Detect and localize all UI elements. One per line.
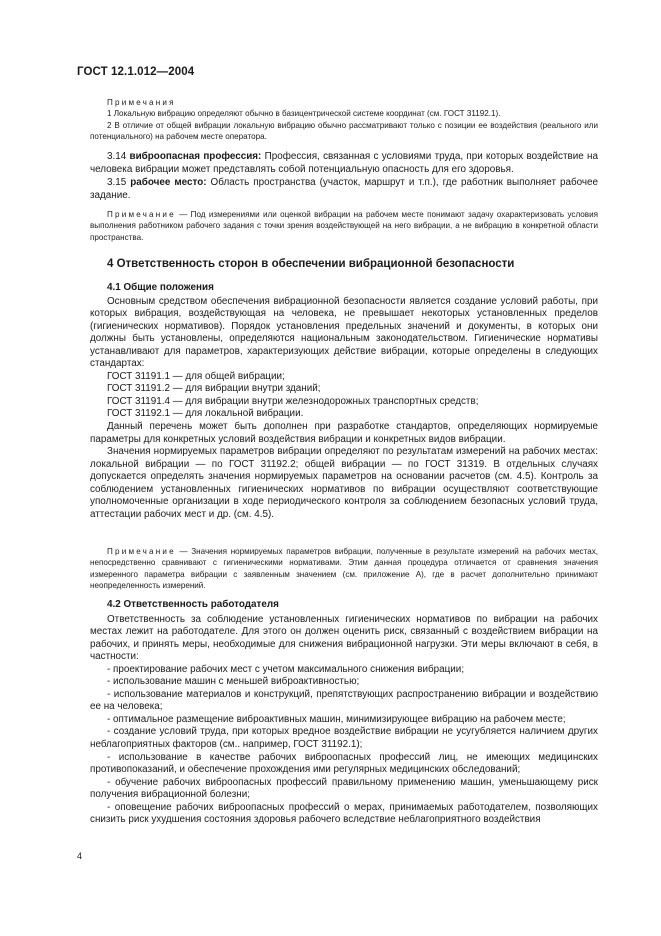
note-measurements	[90, 546, 598, 591]
list-item: - использование материалов и конструкций, препятствующих распространению вибрации и воздействию ее на человека;	[90, 688, 598, 713]
definition-text: Профессия, связанная с условиями труда, при которых воздействие на человека вибрации может представлять собой потенциальную опасность для его здоровья.	[90, 151, 598, 175]
definition-term: виброопасная профессия:	[129, 151, 262, 162]
section-4-2	[90, 599, 598, 827]
definition-3-14	[90, 151, 598, 176]
definition-text: Область пространства (участок, маршрут и т.п.), где работник выполняет рабочее задание.	[90, 177, 599, 201]
definition-term: рабочее место:	[130, 177, 207, 188]
list-item: - использование в качестве рабочих виброопасных профессий лиц, не имеющих медицинских противопоказаний, и обеспечение прохождения ими регулярных медицинских обследований;	[90, 751, 598, 776]
note-label: Примечание	[107, 210, 176, 219]
list-item: - создание условий труда, при которых вредное воздействие вибрации не усугубляется наличием других неблагоприятных факторов (см.. например, ГОСТ 31192.1);	[90, 726, 598, 751]
list-item: ГОСТ 31191.4 — для вибрации внутри железнодорожных транспортных средств;	[107, 395, 479, 407]
subsection-4-1-title: 4.1 Общие положения	[107, 282, 214, 293]
section-4-title: 4 Ответственность сторон в обеспечении вибрационной безопасности	[107, 258, 515, 270]
notes-title: Примечания	[107, 98, 176, 107]
page-number: 4	[77, 851, 83, 861]
document-header: ГОСТ 12.1.012—2004	[77, 66, 195, 78]
section-4-1	[90, 282, 598, 521]
paragraph: Значения нормируемых параметров вибрации определяют по результатам измерений на рабочих местах: локальной вибрации — по ГОСТ 31192.2; общей вибрации — по ГОСТ 31319. В отдельных случаях допускается определять значения нормируемых параметров на основании расчетов (см. 4.5). Контроль за соблюдением установленных гигиенических нормативов по вибрации осуществляют соответствующие уполномоченные организации в ходе периодического контроля за соблюдением безопасных условий труда, аттестации рабочих мест и др. (см. 4.5).	[90, 446, 598, 520]
list-item: ГОСТ 31192.1 — для локальной вибрации.	[107, 408, 304, 420]
list-item: ГОСТ 31191.1 — для общей вибрации;	[107, 370, 285, 382]
notes-top	[90, 97, 598, 142]
definition-number: 3.14	[107, 151, 127, 162]
list-item: - обучение рабочих виброопасных профессий правильному применению машин, уменьшающему риск получения вибрационной болезни;	[90, 776, 598, 801]
list-item: ГОСТ 31191.2 — для вибрации внутри зданий;	[107, 383, 321, 395]
note-item-1: 1 Локальную вибрацию определяют обычно в базицентрической системе координат (см. ГОСТ 31192.1).	[107, 109, 501, 119]
note-workplace	[90, 209, 598, 243]
subsection-4-2-title: 4.2 Ответственность работодателя	[107, 599, 279, 610]
paragraph: Основным средством обеспечения вибрационной безопасности является создание условий работы, при которых вибрация, воздействующая на человека, не превышает некоторых установленных пределов (гигиенических нормативов). Порядок установления предельных значений и документы, в которых они должны быть установлены, определяются национальным законодательством. Гигиенические нормативы устанавливают для параметров, характеризующих действие вибрации, которые определены в следующих стандартах:	[90, 295, 598, 370]
list-item: - использование машин с меньшей виброактивностью;	[107, 676, 360, 688]
paragraph: Данный перечень может быть дополнен при разработке стандартов, определяющих нормируемые параметры для конкретных условий воздействия вибрации и конкретных видов вибрации.	[90, 421, 598, 445]
definition-3-15	[90, 177, 598, 202]
paragraph: Ответственность за соблюдение установленных гигиенических нормативов по вибрации на рабочих местах лежит на работодателе. Для этого он должен оценить риск, связанный с воздействием вибрации на рабочих, и принять меры, необходимые для снижения вибрационной нагрузки. Эти меры включают в себя, в частности:	[90, 613, 598, 663]
note-label: Примечание	[107, 547, 176, 556]
list-item: - оптимальное размещение виброактивных машин, минимизирующее вибрацию на рабочем месте;	[107, 713, 566, 725]
note-text: — Значения нормируемых параметров вибрации, полученные в результате измерений на рабочих местах, непосредственно сравнивают с гигиеническими нормативами. Этим данная процедура отличается от сравнения значения измеренного параметра вибрации с заявленным значением (см. приложение А), где в расчет дополнительно принимают неопределенность измерений.	[90, 547, 598, 590]
list-item: - проектирование рабочих мест с учетом максимального снижения вибрации;	[107, 663, 465, 675]
note-item-2: 2 В отличие от общей вибрации локальную вибрацию обычно рассматривают только с позиции ее воздействия (реального или потенциального) на рабочем месте оператора.	[90, 120, 598, 141]
list-item: - оповещение рабочих виброопасных профессий о мерах, принимаемых работодателем, позволяющих снизить риск ухудшения состояния здоровья рабочего вследствие неблагоприятного воздействия	[90, 801, 598, 826]
note-text: — Под измерениями или оценкой вибрации на рабочем месте понимают задачу охарактеризовать условия выполнения работником рабочего задания с точки зрения воздействующей на него вибрации, а не вибрацию в конкретной области пространства.	[90, 210, 598, 242]
definition-number: 3.15	[107, 177, 127, 188]
